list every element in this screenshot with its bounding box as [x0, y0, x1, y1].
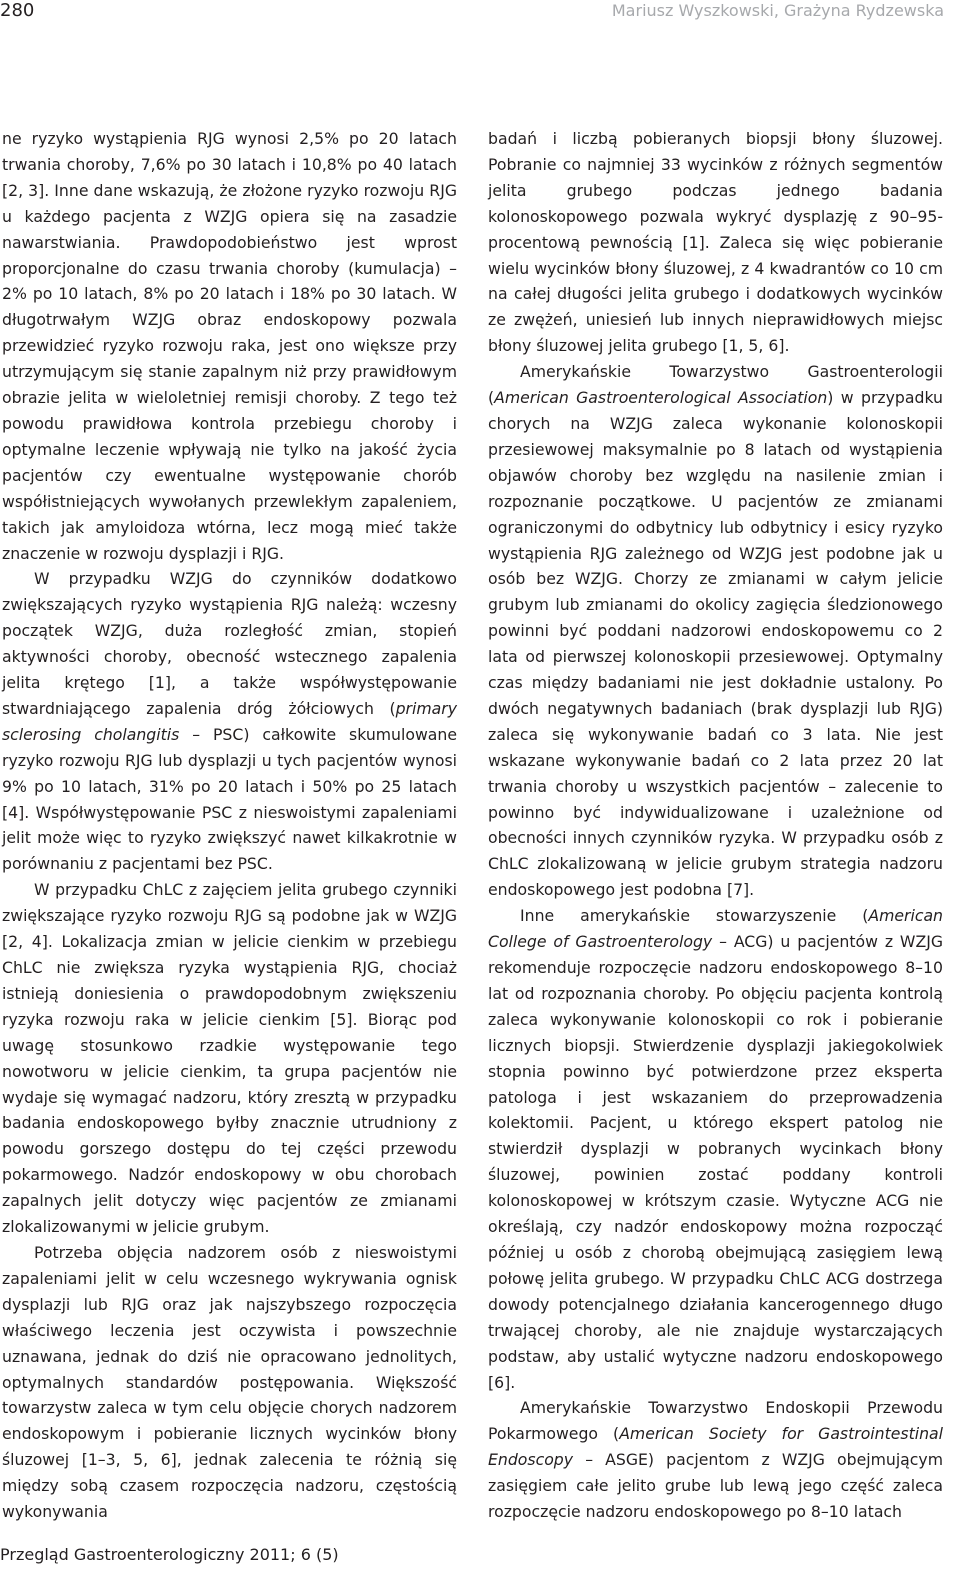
italic-term: American Society for Gastrointestinal Endoscopy [488, 1424, 944, 1470]
text-run: – PSC) całkowite skumulowane ryzyko rozwoju RJG lub dysplazji u tych pacjentów wynosi 9% po 10 latach, 31% po 20 latach i 50% po 25 latach [4]. Współwystępowanie PSC z nieswoistymi zapaleniami jelit może więc to ryzyko zwiększyć nawet kilkakrotnie w porównaniu z pacjentami bez PSC. [2, 724, 457, 874]
paragraph: Potrzeba objęcia nadzorem osób z nieswoistymi zapaleniami jelit w celu wczesnego wykrywania ognisk dysplazji lub RJG oraz jak najszybszego rozpoczęcia właściwego leczenia jest oczywista i powszechnie uznawana, jednak do dziś nie opracowano jednolitych, optymalnych standardów postępowania. Większość towarzystw zaleca w tym celu objęcie chorych nadzorem endoskopowym i pobieranie licznych wycinków błony śluzowej [1–3, 5, 6], jednak zalecenia te różnią się między sobą czasem rozpoczęcia nadzoru, częstością wykonywania [2, 1242, 457, 1522]
right-column [488, 126, 943, 1525]
paragraph: W przypadku ChLC z zajęciem jelita grubego czynniki zwiększające ryzyko rozwoju RJG są podobne jak w WZJG [2, 4]. Lokalizacja zmian w jelicie cienkim w przebiegu ChLC nie zwiększa ryzyka wystąpienia RJG, chociaż istnieją doniesienia o prawdopodobnym zwiększeniu ryzyka rozwoju raka w jelicie cienkim [5]. Biorąc pod uwagę stosunkowo rzadkie występowanie tego nowotworu w jelicie cienkim, ta grupa pacjentów nie wydaje się wymagać nadzoru, który zresztą w przypadku badania endoskopowego byłby znacznie utrudniony z powodu gorszego dostępu do tej części przewodu pokarmowego. Nadzór endoskopowy w obu chorobach zapalnych jelit dotyczy więc pacjentów ze zmianami zlokalizowanymi w jelicie grubym. [2, 880, 457, 1237]
running-head-authors: Mariusz Wyszkowski, Grażyna Rydzewska [611, 1, 944, 20]
text-run: – ACG) u pacjentów z WZJG rekomenduje rozpoczęcie nadzoru endoskopowego 8–10 lat od rozpoznania choroby. Po objęciu pacjenta kontrolą zaleca wykonywanie kolonoskopii co rok i pobieranie licznych biopsji. Stwierdzenie dysplazji jakiegokolwiek stopnia powinno być potwierdzone przez eksperta patologa i jest wskazaniem do przeprowadzenia kolektomii. Pacjent, u którego ekspert patolog nie stwierdził dysplazji w pobranych wycinkach błony śluzowej, powinien zostać poddany kontroli kolonoskopowej w krótszym czasie. Wytyczne ACG nie określają, czy nadzór endoskopowy można rozpocząć później u osób z chorobą obejmującą zasięgiem lewą połowę jelita grubego. W przypadku ChLC ACG dostrzega dowody potencjalnego działania kancerogennego długo trwającej choroby, ale nie znajduje wystarczających podstaw, aby ustalić wytyczne nadzoru endoskopowego [6]. [488, 932, 943, 1392]
paragraph [488, 1395, 943, 1525]
italic-term: American College of Gastroenterology [488, 906, 943, 952]
italic-term: primary sclerosing cholangitis [2, 698, 457, 744]
page-number: 280 [0, 0, 35, 21]
text-run: Amerykańskie Towarzystwo Gastroenterologii ( [488, 362, 943, 408]
page-footer: Przegląd Gastroenterologiczny 2011; 6 (5) [0, 1545, 339, 1564]
text-run: Amerykańskie Towarzystwo Endoskopii Przewodu Pokarmowego ( [488, 1398, 943, 1444]
paragraph [2, 566, 457, 877]
left-column [2, 126, 457, 1525]
text-run: Inne amerykańskie stowarzyszenie ( [520, 906, 869, 926]
page-header [0, 0, 960, 40]
paragraph: badań i liczbą pobieranych biopsji błony śluzowej. Pobranie co najmniej 33 wycinków z różnych segmentów jelita grubego podczas jednego badania kolonoskopowego pozwala wykryć dysplazję z 90–95-procentową pewnością [1]. Zaleca się więc pobieranie wielu wycinków błony śluzowej, z 4 kwadrantów co 10 cm na całej długości jelita grubego i dodatkowych wycinków ze zwężeń, uniesień lub innych nieprawidłowych miejsc błony śluzowej jelita grubego [1, 5, 6]. [488, 129, 943, 356]
text-run: W przypadku WZJG do czynników dodatkowo zwiększających ryzyko wystąpienia RJG należą: wczesny początek WZJG, duża rozległość zmian, stopień aktywności choroby, obecność wstecznego zapalenia jelita krętego [1], a także współwystępowanie stwardniającego zapalenia dróg żółciowych ( [2, 569, 457, 718]
paragraph [488, 903, 943, 1395]
paragraph [488, 359, 943, 903]
text-run: – ASGE) pacjentom z WZJG obejmującym zasięgiem całe jelito grube lub lewą jego część zaleca rozpoczęcie nadzoru endoskopowego po 8–10 latach [488, 1450, 943, 1522]
italic-term: American Gastroenterological Association [494, 388, 828, 408]
paragraph: ne ryzyko wystąpienia RJG wynosi 2,5% po 20 latach trwania choroby, 7,6% po 30 latach i 10,8% po 40 latach [2, 3]. Inne dane wskazują, że złożone ryzyko rozwoju RJG u każdego pacjenta z WZJG opiera się na zasadzie nawarstwiania. Prawdopodobieństwo jest wprost proporcjonalne do czasu trwania choroby (kumulacja) – 2% po 10 latach, 8% po 20 latach i 18% po 30 latach. W długotrwałym WZJG obraz endoskopowy pozwala przewidzieć ryzyko rozwoju raka, jest ono większe przy utrzymującym się stanie zapalnym niż przy prawidłowym obrazie jelita w wieloletniej remisji choroby. Z tego też powodu prawidłowa kontrola przebiegu choroby i optymalne leczenie wpływają nie tylko na jakość życia pacjentów czy ewentualne występowanie chorób współistniejących wywołanych przewlekłym zapaleniem, takich jak amyloidoza wtórna, lecz mogą mieć także znaczenie w rozwoju dysplazji i RJG. [2, 129, 457, 563]
text-run: ) w przypadku chorych na WZJG zaleca wykonanie kolonoskopii przesiewowej maksymalnie po 8 latach od wystąpienia objawów choroby bez względu na nasilenie zmian i rozpoznanie początkowe. U pacjentów ze zmianami ograniczonymi do odbytnicy lub odbytnicy i esicy ryzyko wystąpienia RJG zależnego od WZJG jest podobne jak u osób bez WZJG. Chorzy ze zmianami w całym jelicie grubym lub zmianami do okolicy zagięcia śledzionowego powinni być poddani nadzorowi endoskopowemu co 2 lata od pierwszej kolonoskopii przesiewowej. Optymalny czas między badaniami nie jest dokładnie ustalony. Po dwóch negatywnych badaniach (brak dysplazji lub RJG) zaleca się wykonywanie badań co 3 lata. Nie jest wskazane wykonywanie badań co 2 lata przez 20 lat trwania choroby u wszystkich pacjentów – zalecenie to powinno być indywidualizowane i uzależnione od obecności innych czynników ryzyka. W przypadku osób z ChLC zlokalizowaną w jelicie grubym strategia nadzoru endoskopowego jest podobna [7]. [488, 388, 943, 900]
